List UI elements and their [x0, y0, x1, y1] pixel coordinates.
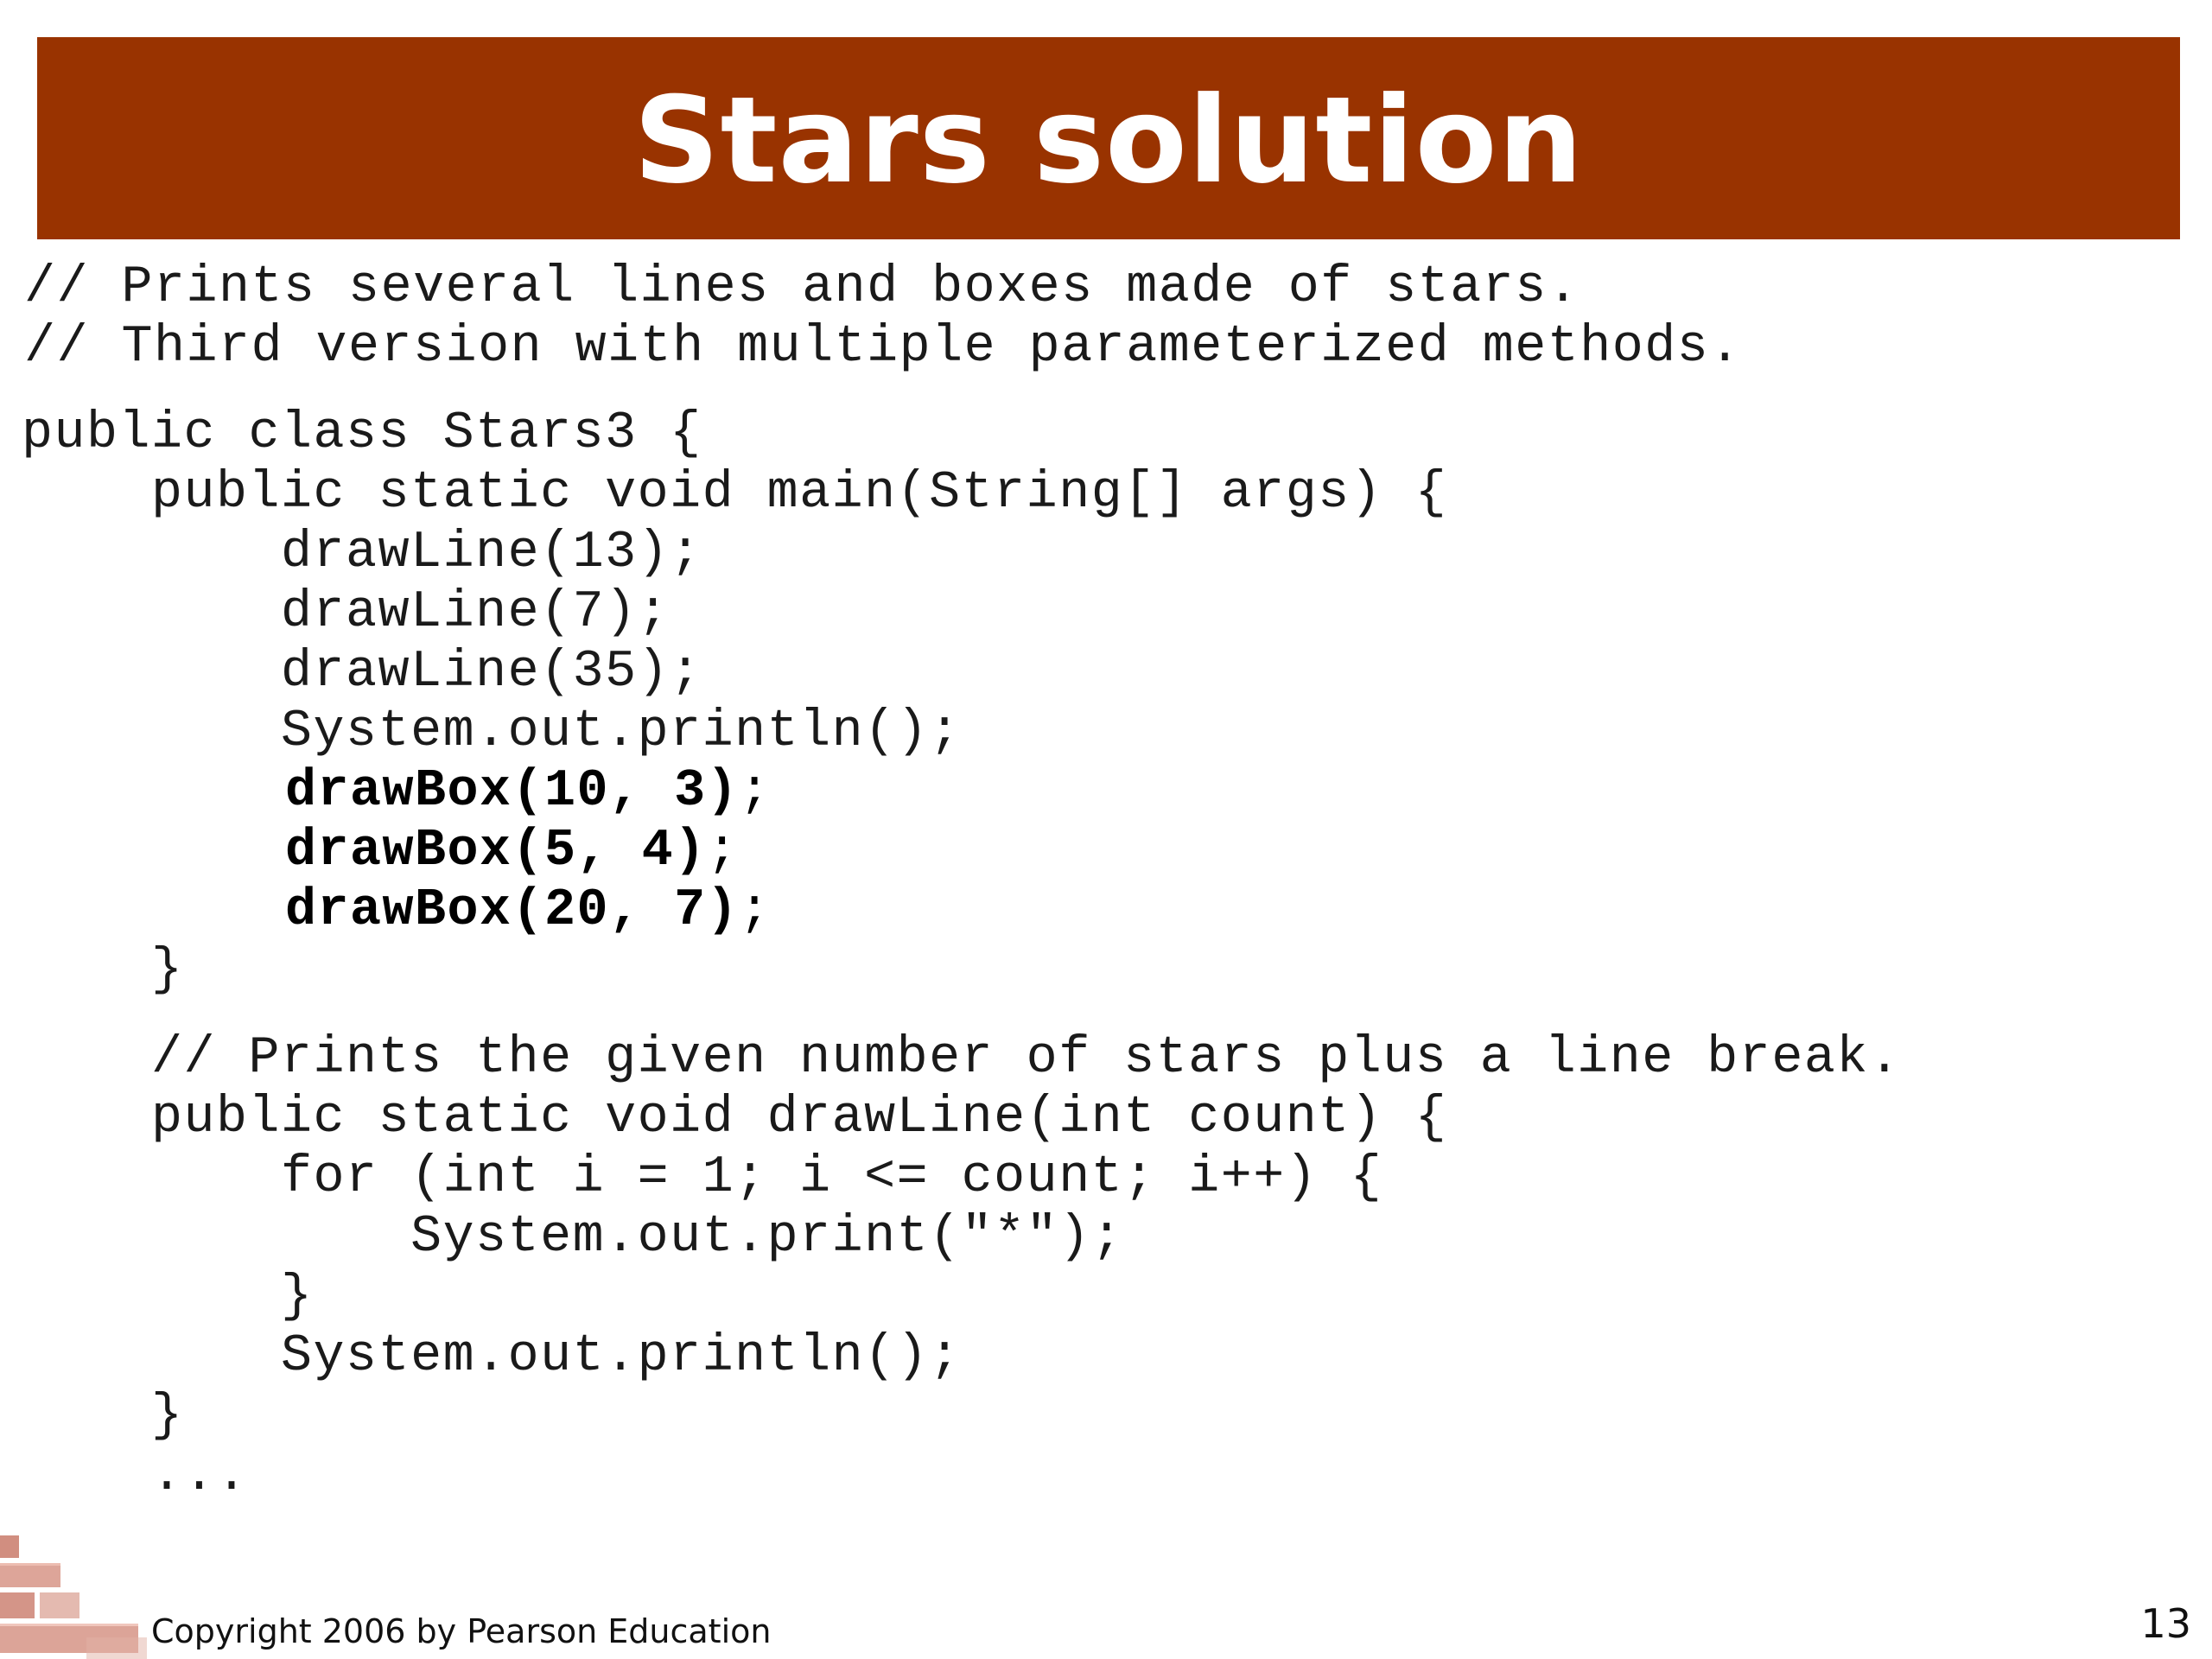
- code-comment-line: // Prints the given number of stars plus a line break.: [22, 1029, 1902, 1088]
- code-statement-line: drawLine(13);: [22, 524, 702, 582]
- code-statement-line: drawLine(7);: [22, 583, 671, 642]
- code-ellipsis: ...: [22, 1446, 249, 1505]
- code-statement-line: drawLine(35);: [22, 643, 702, 702]
- semicolon: ;: [706, 822, 740, 880]
- code-closing-brace: }: [22, 1387, 184, 1446]
- semicolon: ;: [739, 762, 772, 821]
- code-statement-line: System.out.println();: [22, 702, 962, 761]
- code-drawbox-call: [285, 761, 772, 822]
- drawbox-call-text: drawBox(10, 3): [285, 762, 740, 821]
- drawbox-call-text: drawBox(20, 7): [285, 881, 740, 940]
- code-comment-line: // Prints several lines and boxes made of stars.: [24, 258, 1580, 317]
- code-closing-brace: }: [22, 941, 184, 1000]
- code-statement-line: System.out.print("*");: [22, 1208, 1124, 1267]
- code-class-declaration: public class Stars3 {: [22, 404, 702, 463]
- code-statement-line: System.out.println();: [22, 1327, 962, 1386]
- code-drawbox-call: [285, 880, 772, 941]
- code-drawbox-call: [285, 821, 739, 881]
- copyright-footer: Copyright 2006 by Pearson Education: [151, 1612, 772, 1650]
- code-comment-line: // Third version with multiple parameterized methods.: [24, 318, 1742, 377]
- page-number: 13: [2140, 1600, 2191, 1647]
- code-main-declaration: public static void main(String[] args) {: [22, 464, 1448, 523]
- slide-title: Stars solution: [633, 71, 1584, 210]
- code-for-loop: for (int i = 1; i <= count; i++) {: [22, 1148, 1383, 1207]
- drawbox-call-text: drawBox(5, 4): [285, 822, 707, 880]
- title-bar: [37, 37, 2180, 239]
- code-closing-brace: }: [22, 1268, 314, 1326]
- semicolon: ;: [739, 881, 772, 940]
- code-drawline-declaration: public static void drawLine(int count) {: [22, 1089, 1448, 1147]
